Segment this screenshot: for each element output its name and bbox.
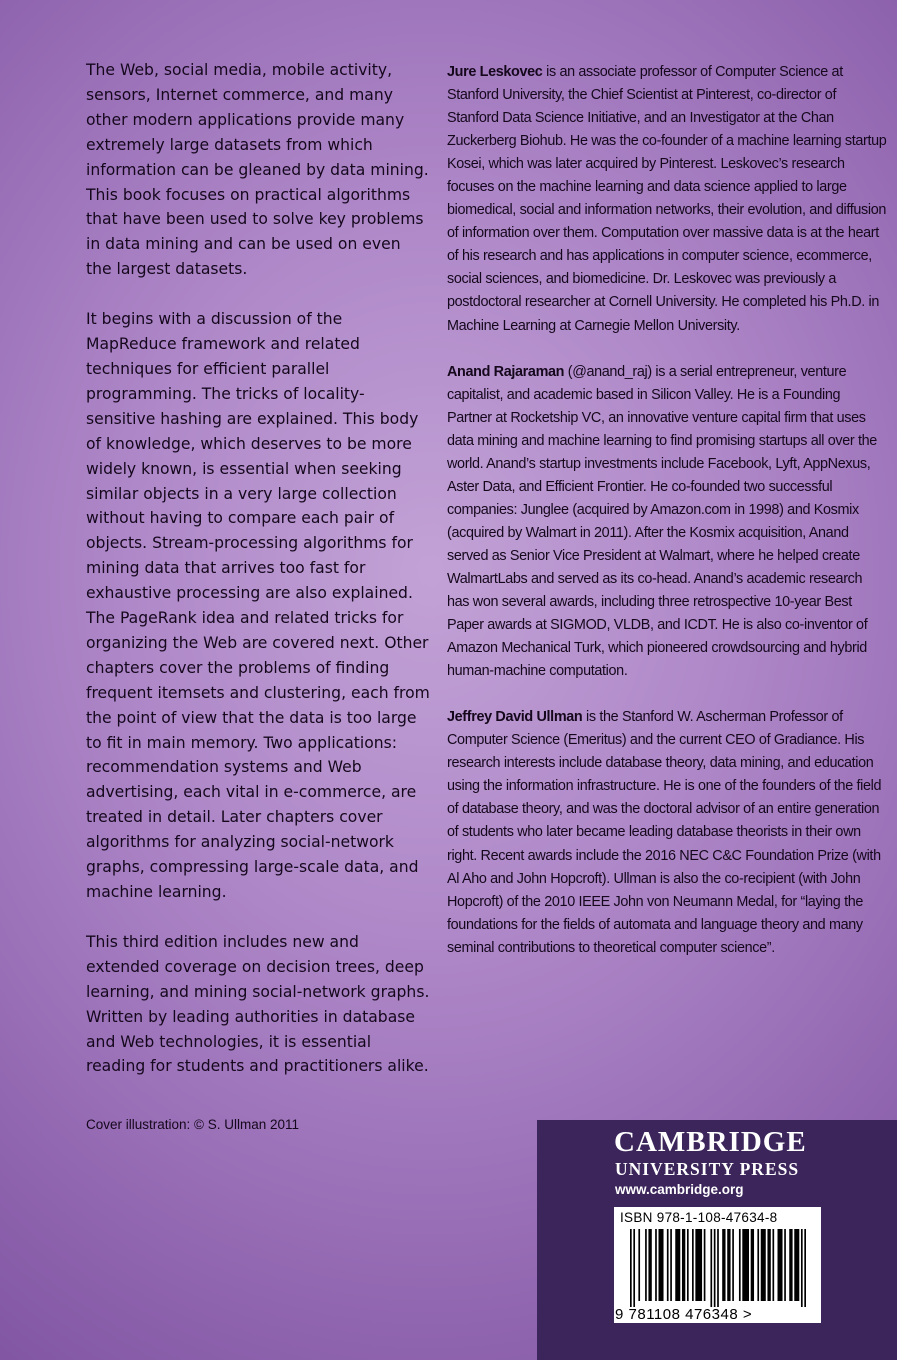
cover-illustration-credit: Cover illustration: © S. Ullman 2011 [86,1117,300,1132]
barcode-bar [789,1229,792,1301]
author-name: Jeffrey David Ullman [447,709,583,726]
barcode-bar [761,1229,766,1301]
publisher-panel [537,1120,897,1360]
isbn-barcode-block [614,1207,821,1323]
author-name: Jure Leskovec [447,64,543,80]
publisher-subtitle: UNIVERSITY PRESS [615,1159,800,1179]
barcode-bar [648,1229,651,1301]
barcode-bar [630,1229,632,1307]
publisher-name: CAMBRIDGE [614,1126,807,1158]
barcode-bar [710,1229,712,1307]
description-paragraph-3: This third edition includes new and extended coverage on decision trees, deep learning, and mining social-network graphs. Written by leading authorities in database and Web technologies, it is essential reading for students and practitioners alike. [86,932,430,1076]
book-description [86,58,431,1104]
barcode-bar [801,1229,803,1307]
barcode-digits: 9 781108 476348 > [615,1306,753,1323]
barcode-bar [667,1229,669,1301]
barcode-bar [751,1229,754,1301]
barcode-bar [692,1229,694,1301]
barcode-bar [778,1229,783,1301]
isbn-label: ISBN 978-1-108-47634-8 [620,1210,778,1225]
barcode-bar [687,1229,689,1301]
barcode-bar [739,1229,741,1301]
description-paragraph-2: It begins with a discussion of the MapReduce framework and related techniques for efficient parallel programming. The tricks of locality-sensitive hashing are explained. This body of knowledge, which deserves to be more widely known, is essential when seeking similar objects in a very large collection without having to compare each pair of objects. Stream-processing algorithms for mining data that arrives too fast for exhaustive processing are also explained. The PageRank idea and related tricks for organizing the Web are covered next. Other chapters cover the problems of finding frequent itemsets and clustering, each from the point of view that the data is too large to fit in main memory. Two applications: recommendation systems and Web advertising, each vital in e-commerce, are treated in detail. Later chapters cover algorithms for analyzing social-network graphs, compressing large-scale data, and machine learning. [86,310,430,901]
barcode-bar [659,1229,664,1301]
barcode-bar [682,1229,685,1301]
barcode-bar [722,1229,725,1301]
barcode-bar [655,1229,657,1301]
description-paragraph-1: The Web, social media, mobile activity, sensors, Internet commerce, and many other modern applications provide many extremely large datasets from which information can be gleaned by data mining. This book focuses on practical algorithms that have been used to solve key problems in data mining and can be used on even the largest datasets. [86,61,429,279]
barcode-bar [804,1229,806,1307]
barcode-icon [628,1229,808,1307]
barcode-bar [717,1229,719,1307]
author-name: Anand Rajaraman [447,363,565,380]
barcode-bar [732,1229,734,1301]
author-bio-leskovec [447,61,887,338]
barcode-bar [638,1229,640,1301]
author-bio-rajaraman [447,361,887,684]
barcode-bar [714,1229,716,1307]
barcode-bar [794,1229,799,1301]
barcode-bar [633,1229,635,1307]
barcode-bar [704,1229,706,1301]
barcode-bar [675,1229,680,1301]
barcode-bar [742,1229,749,1301]
barcode-bar [670,1229,672,1301]
author-bio-text: is an associate professor of Computer Science at Stanford University, the Chief Scientist at Pinterest, co-director of Stanford Data Science Initiative, and an Investigator at the Chan Zuckerberg Biohub. He was the co-founder of a machine learning startup Kosei, which was later acquired by Pinterest. Leskovec’s research focuses on the machine learning and data science applied to large biomedical, social and information networks, their evolution, and diffusion of information over them. Computation over massive data is at the heart of his research and has applications in computer science, ecommerce, social sciences, and biomedicine. Dr. Leskovec was previously a postdoctoral researcher at Cornell University. He completed his Ph.D. in Machine Learning at Carnegie Mellon University. [447,64,887,334]
barcode-bar [784,1229,786,1301]
publisher-website: www.cambridge.org [615,1182,744,1197]
barcode-bar [757,1229,759,1301]
barcode-bar [695,1229,702,1301]
author-bios [447,61,887,983]
author-bio-text: is the Stanford W. Ascherman Professor of Computer Science (Emeritus) and the current CEO of Gradiance. His research interests include database theory, data mining, and education using the information infrastructure. He is one of the founders of the field of database theory, and was the doctoral advisor of an entire generation of students who later became leading database theorists in their own right. Recent awards include the 2016 NEC C&C Foundation Prize (with Al Aho and John Hopcroft). Ullman is also the co-recipient (with John Hopcroft) of the 2010 IEEE John von Neumann Medal, for “laying the foundations for the fields of automata and language theory and many seminal contributions to theoretical computer science”. [447,709,882,956]
author-bio-ullman [447,706,887,960]
barcode-bar [772,1229,774,1301]
barcode-bar [727,1229,730,1301]
barcode-bar [645,1229,647,1301]
barcode-bar [767,1229,770,1301]
author-bio-text: (@anand_raj) is a serial entrepreneur, venture capitalist, and academic based in Silicon Valley. He is a Founding Partner at Rocketship VC, an innovative venture capital firm that uses data mining and machine learning to find promising startups all over the world. Anand’s startup investments include Facebook, Lyft, AppNexus, Aster Data, and Efficient Frontier. He co-founded two successful companies: Junglee (acquired by Amazon.com in 1998) and Kosmix (acquired by Walmart in 2011). After the Kosmix acquisition, Anand served as Senior Vice President at Walmart, where he helped create WalmartLabs and served as its co-head. Anand’s academic research has won several awards, including three retrospective 10-year Best Paper awards at SIGMOD, VLDB, and ICDT. He is also co-inventor of Amazon Mechanical Turk, which pioneered crowdsourcing and hybrid human-machine computation. [447,363,877,680]
